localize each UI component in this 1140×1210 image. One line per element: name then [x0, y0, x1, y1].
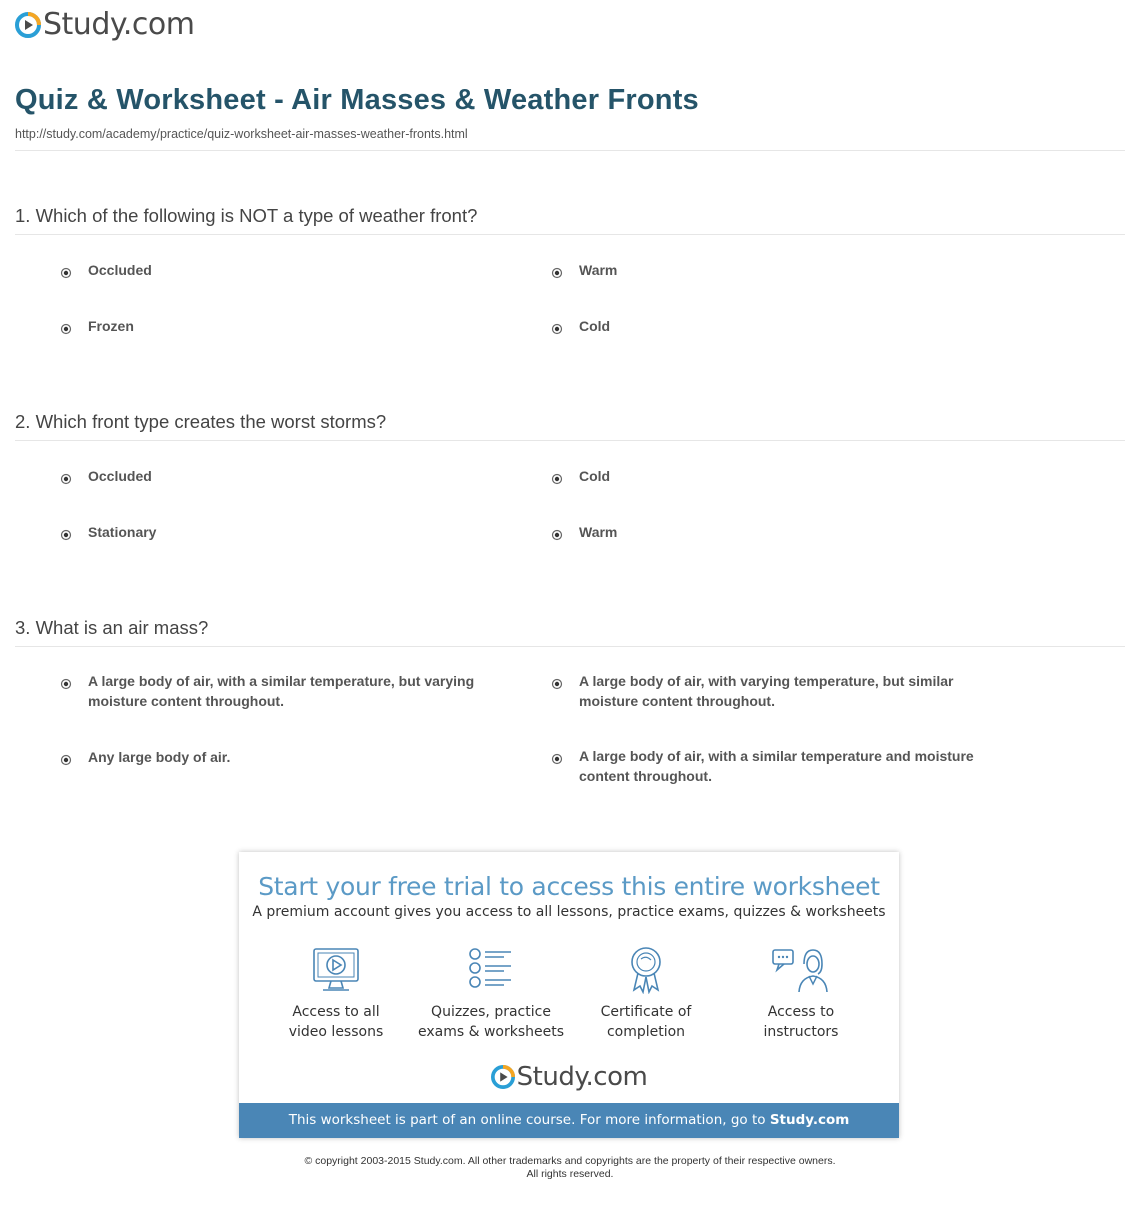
answer-label: Frozen: [88, 318, 134, 334]
answer-option[interactable]: [551, 522, 989, 542]
feature-label-line: Access to all: [292, 1004, 380, 1020]
radio-button[interactable]: [60, 751, 72, 763]
radio-button[interactable]: [60, 675, 72, 687]
answer-option[interactable]: [60, 522, 498, 542]
logo-text: Study.com: [43, 7, 195, 42]
study-logo-icon: [15, 12, 41, 38]
feature-label-line: exams & worksheets: [417, 1024, 565, 1040]
feature-certificate: [571, 946, 721, 1042]
answer-label: Occluded: [88, 468, 152, 484]
answer-option[interactable]: [551, 316, 989, 336]
promo-banner: [239, 1103, 899, 1138]
answer-label: A large body of air, with varying temperature, but similar moisture content throughout.: [579, 673, 954, 709]
answer-option[interactable]: [60, 466, 498, 486]
feature-label-line: Access to: [767, 1004, 835, 1020]
feature-label-line: Certificate of: [600, 1004, 692, 1020]
answer-option[interactable]: [551, 260, 989, 280]
answer-label: Cold: [579, 468, 611, 484]
answer-option[interactable]: [551, 746, 989, 786]
divider: [15, 234, 1125, 235]
answer-label: A large body of air, with a similar temperature and moisture content throughout.: [579, 748, 974, 784]
answer-option[interactable]: [60, 316, 498, 336]
copyright: [0, 1155, 1140, 1181]
answer-label: Cold: [579, 318, 611, 334]
radio-button[interactable]: [551, 470, 563, 482]
radio-button[interactable]: [551, 750, 563, 762]
checklist-icon: [466, 946, 516, 994]
feature-label-line: Quizzes, practice: [431, 1004, 551, 1020]
divider: [15, 440, 1125, 441]
radio-button[interactable]: [60, 264, 72, 276]
answer-label: Stationary: [88, 524, 157, 540]
promo-study-logo[interactable]: [239, 1064, 899, 1090]
answer-option[interactable]: [551, 671, 989, 711]
radio-button[interactable]: [551, 675, 563, 687]
answer-label: Warm: [579, 262, 618, 278]
answer-option[interactable]: [551, 466, 989, 486]
ribbon-badge-icon: [621, 946, 671, 994]
radio-button[interactable]: [551, 264, 563, 276]
answer-label: Any large body of air.: [88, 749, 231, 765]
study-logo[interactable]: [15, 7, 195, 42]
feature-label-line: video lessons: [288, 1024, 384, 1040]
free-trial-promo: [239, 852, 899, 1138]
feature-label-line: instructors: [763, 1024, 839, 1040]
divider: [15, 150, 1125, 151]
radio-button[interactable]: [551, 526, 563, 538]
answer-option[interactable]: [60, 260, 498, 280]
question-2: 2. Which front type creates the worst storms?: [15, 411, 387, 432]
logo-text: Study.com: [516, 1062, 648, 1092]
banner-text: This worksheet is part of an online course. For more information, go to: [288, 1112, 770, 1128]
question-1: 1. Which of the following is NOT a type of weather front?: [15, 205, 478, 226]
answer-label: A large body of air, with a similar temperature, but varying moisture content throughout.: [88, 673, 475, 709]
study-logo-icon: [491, 1065, 515, 1089]
radio-button[interactable]: [551, 320, 563, 332]
page-title: Quiz & Worksheet - Air Masses & Weather Fronts: [15, 84, 699, 116]
feature-instructors: [726, 946, 876, 1042]
question-3: 3. What is an air mass?: [15, 617, 209, 638]
radio-button[interactable]: [60, 470, 72, 482]
copyright-line: All rights reserved.: [526, 1168, 614, 1180]
radio-button[interactable]: [60, 526, 72, 538]
banner-link[interactable]: Study.com: [769, 1112, 850, 1128]
video-monitor-icon: [311, 946, 361, 994]
divider: [15, 646, 1125, 647]
radio-button[interactable]: [60, 320, 72, 332]
feature-label-line: completion: [606, 1024, 686, 1040]
answer-option[interactable]: [60, 671, 498, 711]
answer-label: Occluded: [88, 262, 152, 278]
feature-video-lessons: [261, 946, 411, 1042]
instructor-icon: [771, 946, 831, 994]
copyright-line: © copyright 2003-2015 Study.com. All other trademarks and copyrights are the property of their respective owners.: [304, 1155, 836, 1167]
promo-subtitle: A premium account gives you access to all lessons, practice exams, quizzes & worksheets: [252, 904, 886, 920]
page-url: http://study.com/academy/practice/quiz-worksheet-air-masses-weather-fronts.html: [15, 127, 468, 141]
answer-option[interactable]: [60, 747, 498, 767]
promo-title[interactable]: Start your free trial to access this entire worksheet: [258, 872, 880, 901]
answer-label: Warm: [579, 524, 618, 540]
feature-quizzes: [416, 946, 566, 1042]
